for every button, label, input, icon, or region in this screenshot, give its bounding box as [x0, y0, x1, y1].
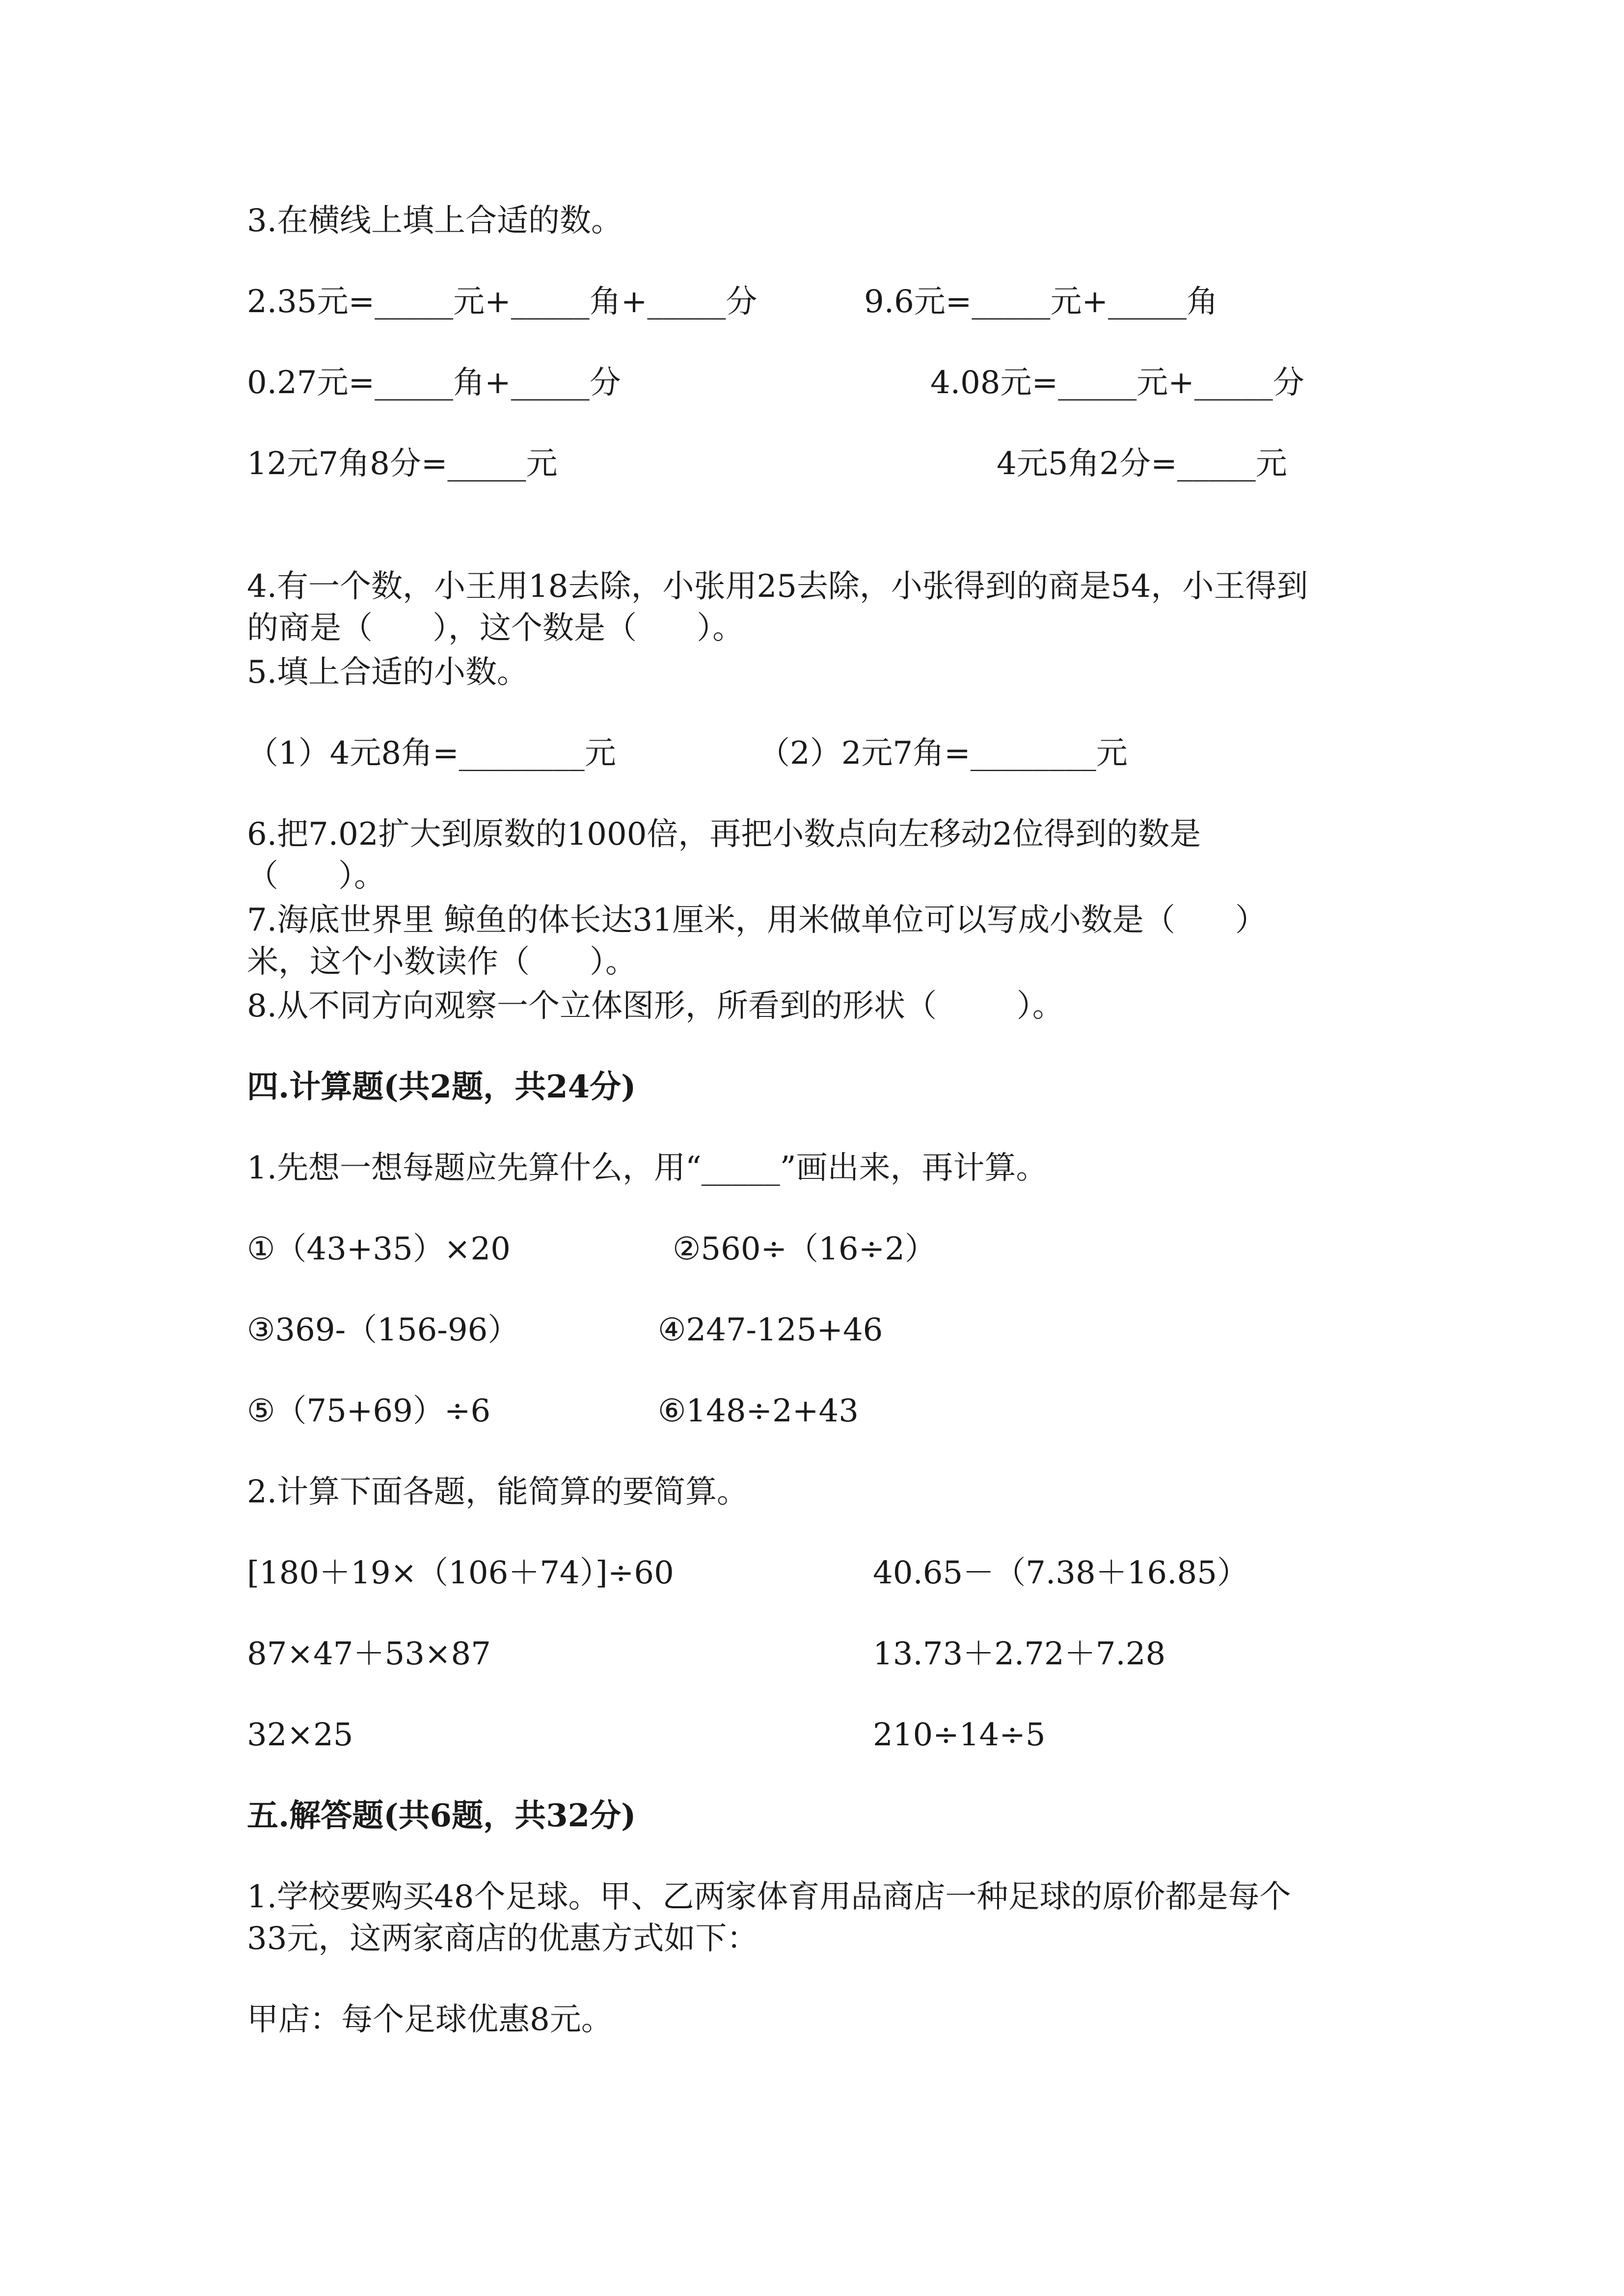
q8-line1: 8.从不同方向观察一个立体图形，所看到的形状（ ）。	[247, 988, 1064, 1024]
q3-row3-right: 4元5角2分=_____元	[997, 446, 1287, 482]
q3-row1-left: 2.35元=_____元+_____角+_____分	[247, 284, 758, 320]
s4-q1-item-1: ①（43+35）×20	[247, 1231, 511, 1267]
s4-q1-item-3: ③369-（156-96）	[247, 1312, 519, 1348]
s5-q1-line3: 甲店：每个足球优惠8元。	[247, 2002, 613, 2038]
s4-q2-item-1: [180＋19×（106＋74）]÷60	[247, 1555, 674, 1591]
section4-heading: 四.计算题(共2题，共24分)	[247, 1068, 636, 1105]
s4-q1-item-4: ④247-125+46	[658, 1312, 883, 1348]
s4-q2-item-4: 13.73＋2.72＋7.28	[873, 1636, 1166, 1672]
s4-q2-item-2: 40.65－（7.38＋16.85）	[873, 1555, 1248, 1591]
q4-line1: 4.有一个数，小王用18去除，小张用25去除，小张得到的商是54，小王得到	[247, 568, 1308, 605]
q5-right: （2）2元7角=________元	[758, 735, 1128, 772]
q5-left: （1）4元8角=________元	[247, 735, 616, 772]
q5-title: 5.填上合适的小数。	[247, 654, 529, 691]
s4-q2-title: 2.计算下面各题，能简算的要简算。	[247, 1474, 749, 1510]
q7-line1: 7.海底世界里 鲸鱼的体长达31厘米，用米做单位可以写成小数是（ ）	[247, 902, 1267, 938]
q3-row1-right: 9.6元=_____元+_____角	[864, 284, 1218, 320]
s4-q1-item-6: ⑥148÷2+43	[658, 1393, 859, 1429]
section5-heading: 五.解答题(共6题，共32分)	[247, 1797, 636, 1834]
q4-line2: 的商是（ ），这个数是（ ）。	[247, 610, 744, 646]
s4-q1-item-5: ⑤（75+69）÷6	[247, 1393, 491, 1429]
q3-title: 3.在横线上填上合适的数。	[247, 203, 623, 239]
s4-q2-item-3: 87×47＋53×87	[247, 1636, 491, 1672]
s5-q1-line1: 1.学校要购买48个足球。甲、乙两家体育用品商店一种足球的原价都是每个	[247, 1879, 1291, 1915]
q3-row2-left: 0.27元=_____角+_____分	[247, 365, 621, 401]
q6-line2: （ ）。	[247, 858, 386, 894]
q6-line1: 6.把7.02扩大到原数的1000倍，再把小数点向左移动2位得到的数是	[247, 816, 1201, 853]
s4-q2-item-5: 32×25	[247, 1717, 353, 1753]
s5-q1-line2: 33元，这两家商店的优惠方式如下：	[247, 1921, 758, 1957]
s4-q2-item-6: 210÷14÷5	[873, 1717, 1046, 1753]
s4-q1-item-2: ②560÷（16÷2）	[673, 1231, 936, 1267]
q3-row2-right: 4.08元=_____元+_____分	[930, 365, 1304, 401]
q7-line2: 米，这个小数读作（ ）。	[247, 944, 637, 980]
q3-row3-left: 12元7角8分=_____元	[247, 446, 558, 482]
s4-q1-title: 1.先想一想每题应先算什么，用“_____”画出来，再计算。	[247, 1150, 1048, 1186]
